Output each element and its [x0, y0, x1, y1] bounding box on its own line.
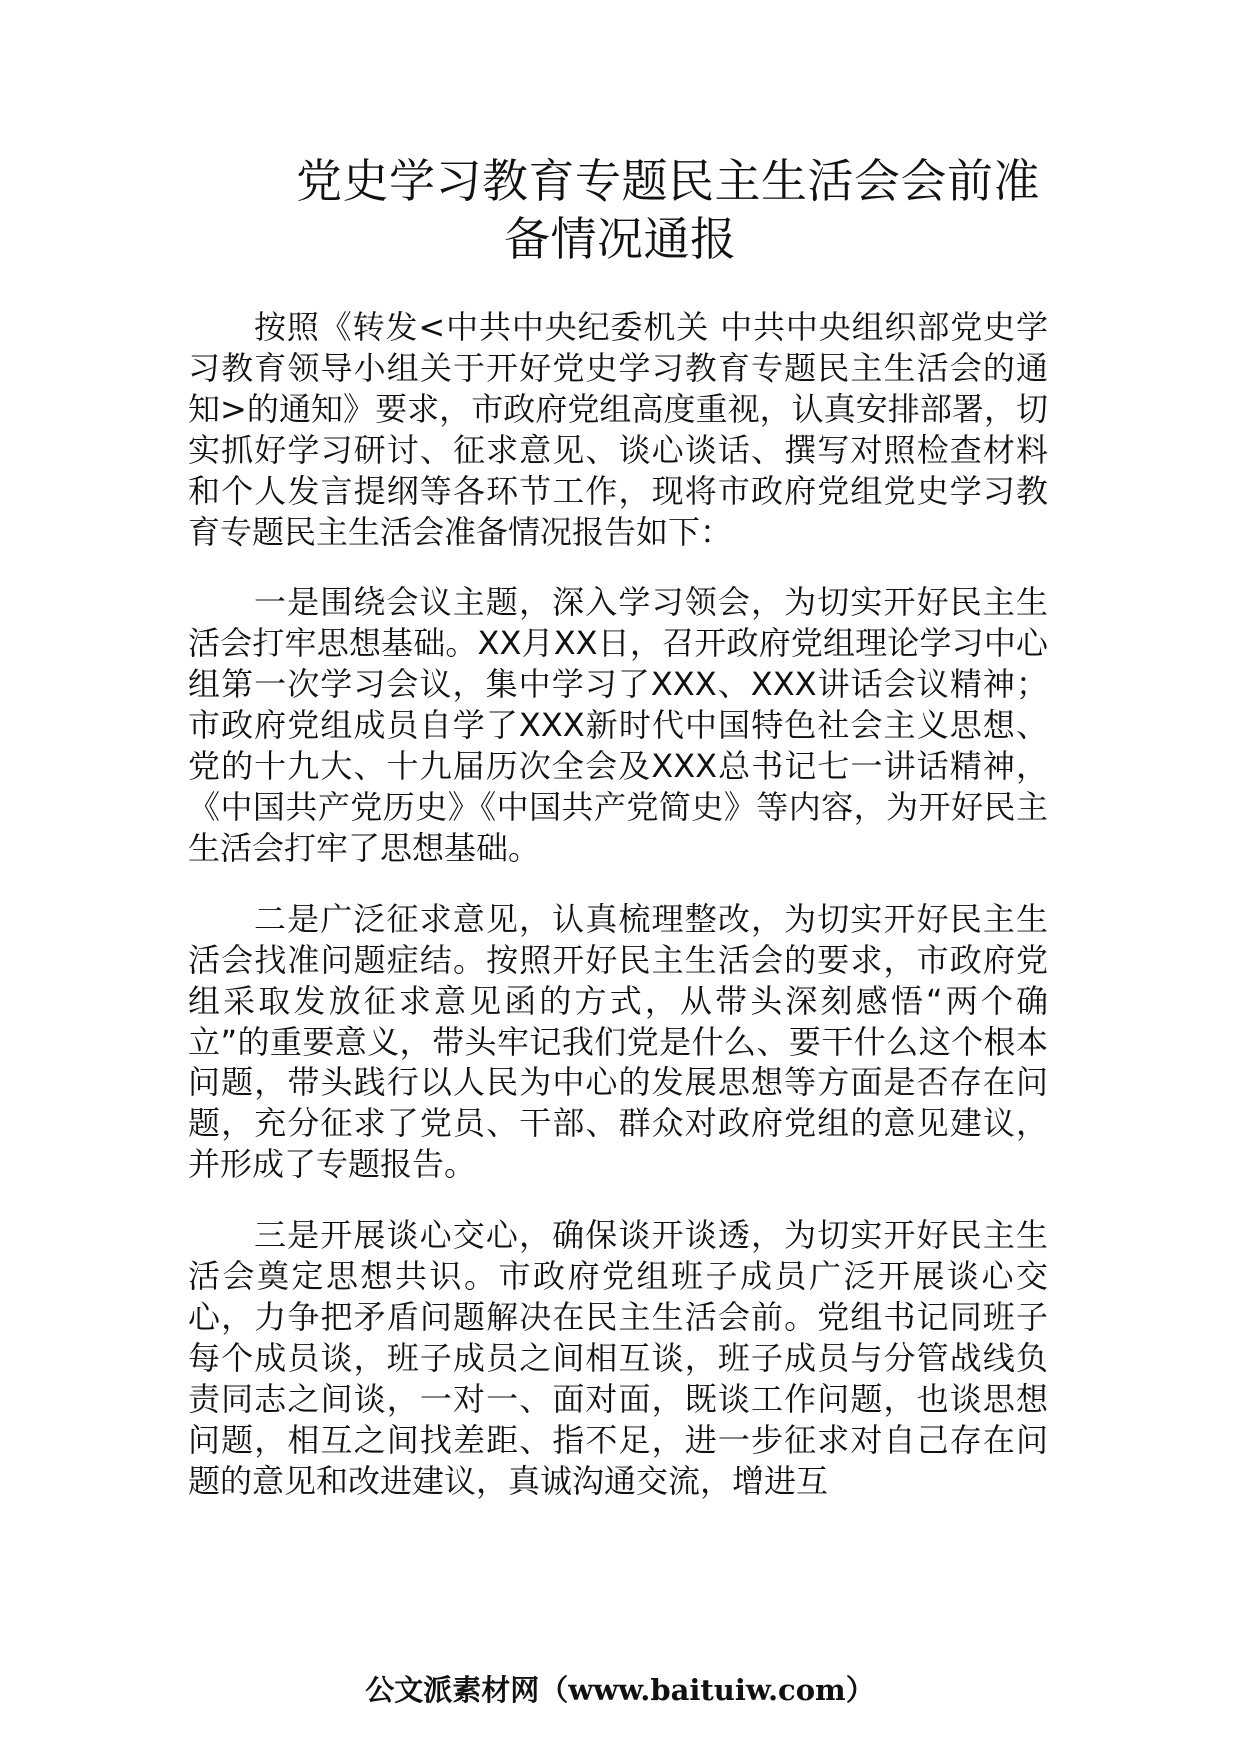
title-line-2: 备情况通报 — [504, 212, 737, 266]
footer-watermark: 公文派素材网（www.baituiw.com） — [365, 1673, 875, 1707]
title-line-1: 党史学习教育专题民主生活会会前准 — [296, 154, 1040, 208]
document-body — [188, 307, 1048, 1531]
document-title — [296, 152, 1076, 268]
paragraph-item-3: 三是开展谈心交心，确保谈开谈透，为切实开好民主生活会奠定思想共识。市政府党组班子成员广泛开展谈心交心，力争把矛盾问题解决在民主生活会前。党组书记同班子每个成员谈，班子成员之间相互谈，班子成员与分管战线负责同志之间谈，一对一、面对面，既谈工作问题，也谈思想问题，相互之间找差距、指不足，进一步征求对自己存在问题的意见和改进建议，真诚沟通交流，增进互 — [188, 1216, 1048, 1500]
paragraph-item-1: 一是围绕会议主题，深入学习领会，为切实开好民主生活会打牢思想基础。XX月XX日，召开政府党组理论学习中心组第一次学习会议，集中学习了XXX、XXX讲话会议精神；市政府党组成员自学了XXX新时代中国特色社会主义思想、党的十九大、十九届历次全会及XXX总书记七一讲话精神，《中国共产党历史》《中国共产党简史》等内容，为开好民主生活会打牢了思想基础。 — [188, 583, 1048, 867]
paragraph-item-2: 二是广泛征求意见，认真梳理整改，为切实开好民主生活会找准问题症结。按照开好民主生活会的要求，市政府党组采取发放征求意见函的方式，从带头深刻感悟“两个确立”的重要意义，带头牢记我们党是什么、要干什么这个根本问题，带头践行以人民为中心的发展思想等方面是否存在问题，充分征求了党员、干部、群众对政府党组的意见建议，并形成了专题报告。 — [188, 899, 1048, 1184]
paragraph-intro: 按照《转发<中共中央纪委机关 中共中央组织部党史学习教育领导小组关于开好党史学习教育专题民主生活会的通知>的通知》要求，市政府党组高度重视，认真安排部署，切实抓好学习研讨、征求意见、谈心谈话、撰写对照检查材料和个人发言提纲等各环节工作，现将市政府党组党史学习教育专题民主生活会准备情况报告如下： — [188, 308, 1048, 551]
